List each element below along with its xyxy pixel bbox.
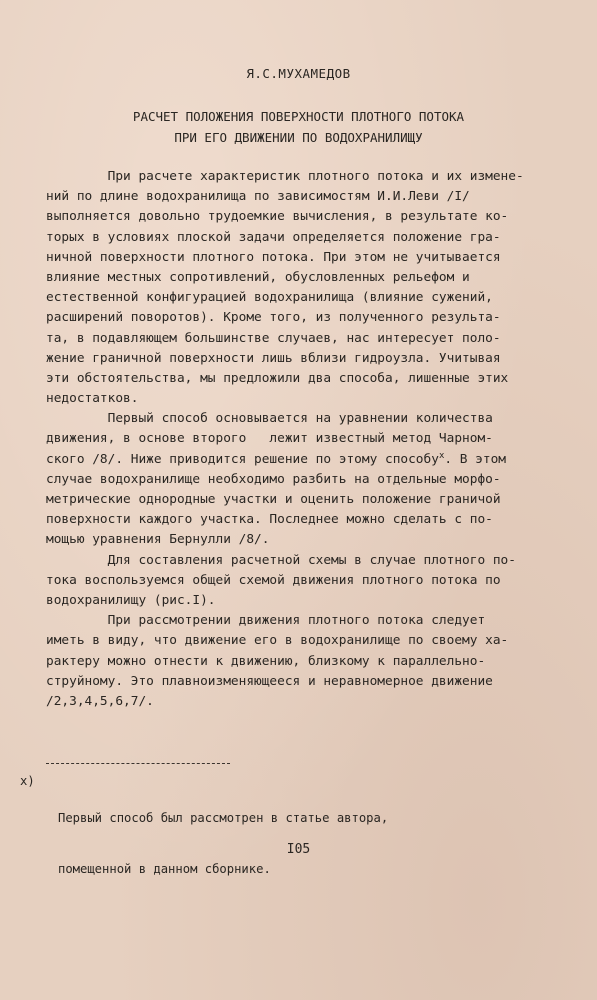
page-number: I05 [286, 842, 311, 857]
body-line-with-footnote-ref [46, 450, 556, 470]
article-title [0, 106, 597, 148]
title-line-2: ПРИ ЕГО ДВИЖЕНИИ ПО ВОДОХРАНИЛИЩУ [174, 130, 423, 145]
body-line: ничной поверхности плотного потока. При этом не учитывается [46, 249, 501, 265]
footnote-ref-mark: x [438, 450, 445, 461]
footnote-mark: x) [20, 774, 35, 788]
body-line: Для составления расчетной схемы в случае плотного по- [46, 552, 516, 568]
body-line: выполняется довольно трудоемкие вычисления, в результате ко- [46, 209, 509, 225]
body-line: та, в подавляющем большинстве случаев, нас интересует поло- [46, 330, 501, 346]
body-line: мощью уравнения Бернулли /8/. [46, 532, 270, 548]
body-line: тока воспользуемся общей схемой движения плотного потока по [46, 572, 501, 588]
body-line: эти обстоятельства, мы предложили два способа, лишенные этих [46, 370, 509, 386]
body-line-tail: . В этом [444, 451, 506, 467]
body-line: рактеру можно отнести к движению, близкому к параллельно- [46, 653, 486, 669]
body-line: расширений поворотов). Кроме того, из полученного результа- [46, 310, 501, 326]
body-line: поверхности каждого участка. Последнее можно сделать с по- [46, 512, 493, 528]
body-text [46, 167, 556, 712]
body-line: струйному. Это плавноизменяющееся и неравномерное движение [46, 673, 493, 689]
body-line: случае водохранилище необходимо разбить на отдельные морфо- [46, 471, 501, 487]
body-line: При расчете характеристик плотного потока и их измене- [46, 169, 524, 184]
body-line: движения, в основе второго лежит известный метод Чарном- [46, 431, 493, 447]
body-line: естественной конфигурацией водохранилища (влияние сужений, [46, 290, 493, 306]
footnote-line-2: помещенной в данном сборнике. [58, 862, 271, 876]
body-line: Первый способ основывается на уравнении количества [46, 411, 493, 427]
body-line: торых в условиях плоской задачи определяется положение гра- [46, 229, 501, 245]
footnote-divider [46, 763, 230, 764]
body-line: ний по длине водохранилища по зависимостям И.И.Леви /I/ [46, 189, 470, 205]
author-name: Я.С.МУХАМЕДОВ [246, 66, 351, 81]
body-line: жение граничной поверхности лишь вблизи гидроузла. Учитывая [46, 350, 501, 366]
body-line: иметь в виду, что движение его в водохранилище по своему ха- [46, 633, 509, 649]
title-line-1: РАСЧЕТ ПОЛОЖЕНИЯ ПОВЕРХНОСТИ ПЛОТНОГО ПОТОКА [132, 109, 465, 124]
body-line: влияние местных сопротивлений, обусловленных рельефом и [46, 269, 470, 285]
body-line-text: ского /8/. Ниже приводится решение по этому способу [46, 451, 439, 467]
body-line: метрические однородные участки и оценить положение граничой [46, 492, 501, 507]
body-line: При рассмотрении движения плотного потока следует [46, 613, 486, 629]
footnote-line-1: Первый способ был рассмотрен в статье автора, [58, 811, 389, 825]
body-line: водохранилищу (рис.I). [46, 592, 216, 608]
body-line: недостатков. [46, 391, 139, 407]
body-line: /2,3,4,5,6,7/. [46, 693, 154, 709]
